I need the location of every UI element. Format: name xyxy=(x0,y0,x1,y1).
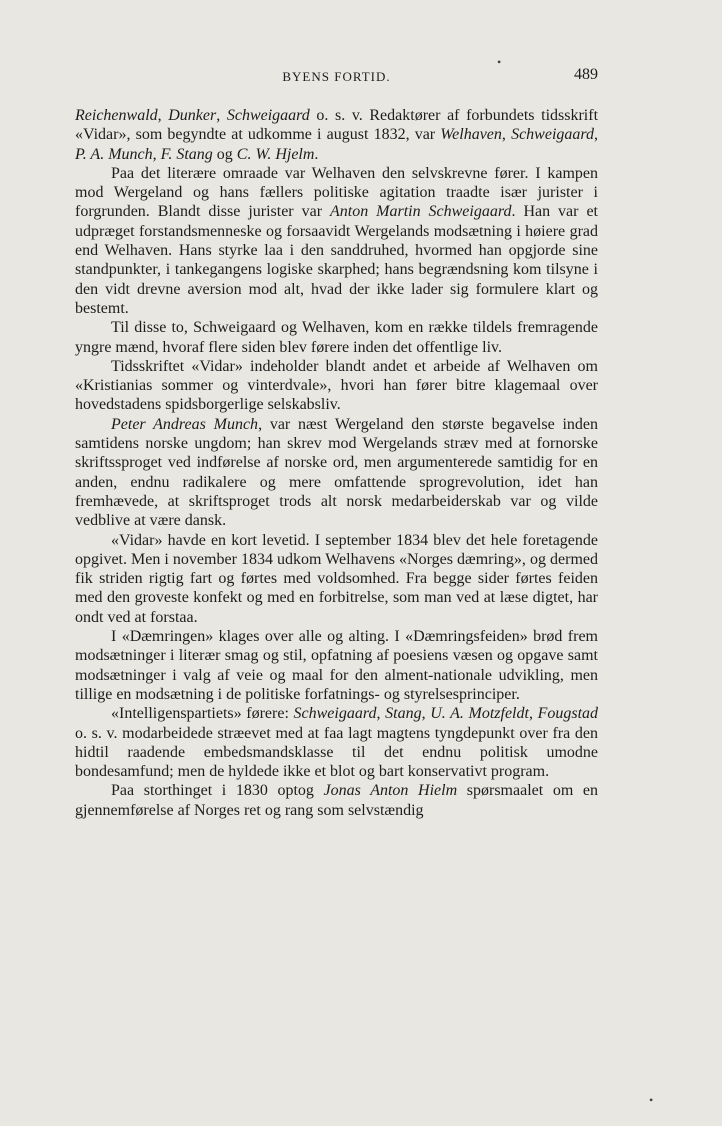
paragraph: Reichenwald, Dunker, Schweigaard o. s. v. Redaktører af forbundets tidsskrift «Vidar», som begyndte at udkomme i august 1832, var Welhaven, Schweigaard, P. A. Munch, F. Stang og C. W. Hjelm. xyxy=(75,107,599,163)
ink-speck: • xyxy=(649,1093,654,1107)
paragraph: «Vidar» havde en kort levetid. I september 1834 blev det hele foretagende opgivet. Men i november 1834 udkom Welhavens «Norges dæmring», og dermed fik striden rigtig fart og førtes med voldsomhed. Fra begge sider førtes feiden med den groveste konfekt og med en forbitrelse, som man ved at læse digtet, har ondt ved at forstaa. xyxy=(75,531,598,626)
paragraph: Til disse to, Schweigaard og Welhaven, kom en række tildels fremragende yngre mænd, hvoraf flere siden blev førere inden det offentlige liv. xyxy=(75,319,598,356)
running-head: BYENS FORTID. xyxy=(282,69,391,84)
page-body-text xyxy=(75,106,598,820)
paragraph: Paa storthinget i 1830 optog Jonas Anton Hielm spørsmaalet om en gjennemførelse af Norges ret og rang som selvstændig xyxy=(75,782,598,819)
paragraph: I «Dæmringen» klages over alle og alting. I «Dæmringsfeiden» brød frem modsætninger i literær smag og stil, opfatning af poesiens væsen og opgave samt modsætninger i valg af veie og maal for den alment-nationale udvikling, men tillige en modsætning i de politiske forfatnings- og styrelsesprinciper. xyxy=(75,628,598,703)
paragraph: Peter Andreas Munch, var næst Wergeland den største begavelse inden samtidens norske ungdom; han skrev mod Wergelands stræv med at fornorske skriftssproget ved indførelse af norske ord, men argumenterede samtidig for en anden, endnu radikalere og mere omfattende sprogrevolution, idet han fremhævede, at skriftsproget trods alt norsk medarbeiderskab var og vilde vedblive at være dansk. xyxy=(75,415,599,530)
ink-speck: • xyxy=(497,55,502,69)
paragraph: Tidsskriftet «Vidar» indeholder blandt andet et arbeide af Welhaven om «Kristianias sommer og vinterdvale», hvori han fører bitre klagemaal over hovedstadens spidsborgerlige selskabsliv. xyxy=(75,357,598,414)
page-header xyxy=(75,66,598,88)
paragraph: Paa det literære omraade var Welhaven den selvskrevne fører. I kampen mod Wergeland og hans fællers politiske agitation traadte især jurister i forgrunden. Blandt disse jurister var Anton Martin Schweigaard. Han var et udpræget forstandsmenneske og forsaavidt Wergelands modsætning i høiere grad end Welhaven. Hans styrke laa i den sanddruhed, hvormed han opgjorde sine standpunkter, i tankegangens logiske skarphed; hans begrændsning kom tilsyne i den vidt drevne aversion mod alt, hvad der ikke lader sig formulere klart og bestemt. xyxy=(75,164,598,317)
paragraph: «Intelligenspartiets» førere: Schweigaard, Stang, U. A. Motzfeldt, Fougstad o. s. v. modarbeidede stræevet med at faa lagt magtens tyngdepunkt over fra den hidtil raadende embedsmandsklasse til det endnu politisk umodne bondesamfund; men de hyldede ikke et blot og bart konservativt program. xyxy=(75,705,599,781)
page-number: 489 xyxy=(574,66,598,83)
